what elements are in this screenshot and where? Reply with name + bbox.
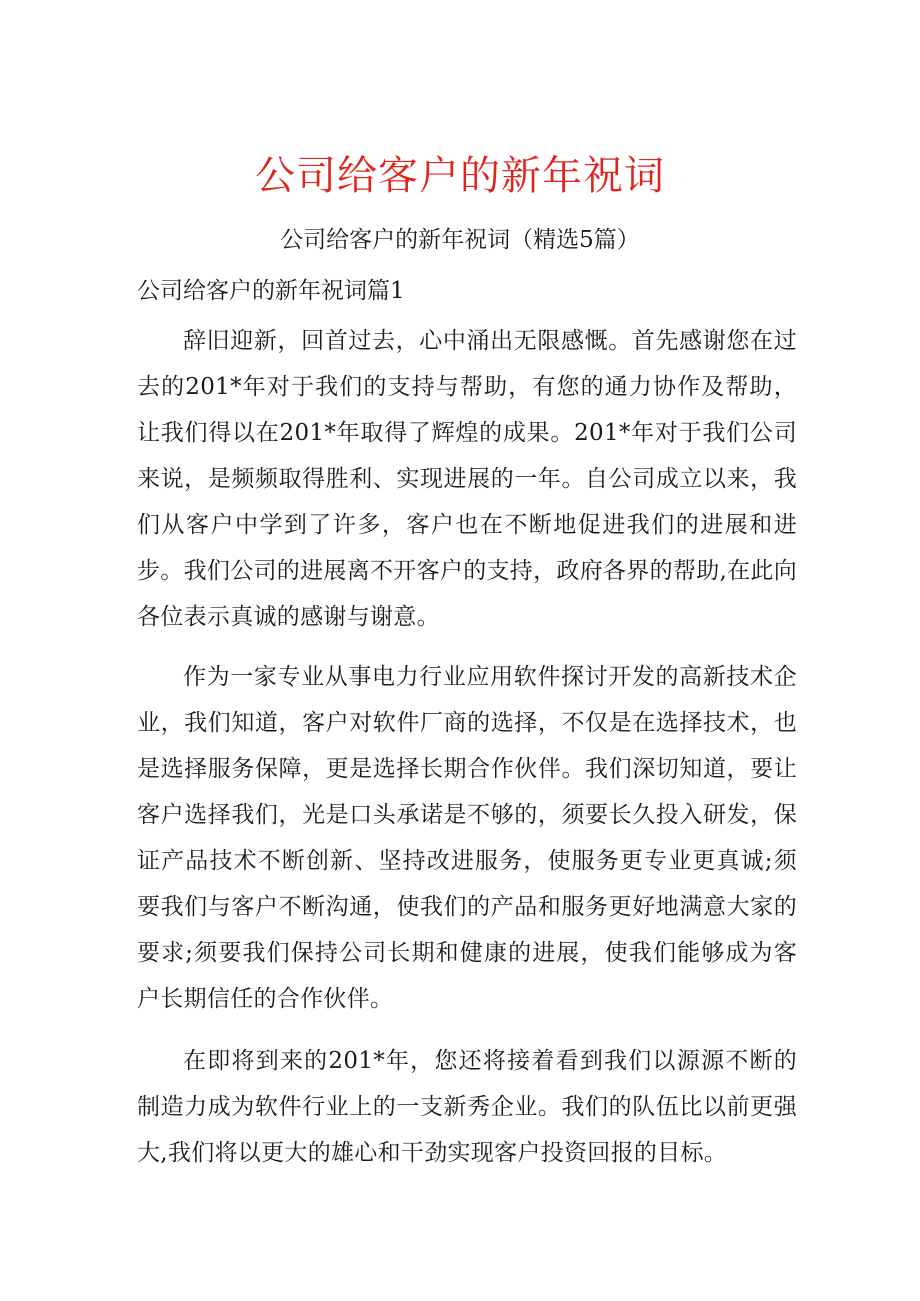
paragraph-1-container — [137, 318, 797, 640]
document-subtitle: 公司给客户的新年祝词（精选5篇） — [280, 227, 640, 253]
paragraph: 作为一家专业从事电力行业应用软件探讨开发的高新技术企业，我们知道，客户对软件厂商的选择，不仅是在选择技术，也是选择服务保障，更是选择长期合作伙伴。我们深切知道，要让客户选择我们，光是口头承诺是不够的，须要长久投入研发，保证产品技术不断创新、坚持改进服务，使服务更专业更真诚;须要我们与客户不断沟通，使我们的产品和服务更好地满意大家的要求;须要我们保持公司长期和健康的进展，使我们能够成为客户长期信任的合作伙伴。 — [137, 664, 797, 1012]
paragraph: 在即将到来的201*年，您还将接着看到我们以源源不断的制造力成为软件行业上的一支新秀企业。我们的队伍比以前更强大,我们将以更大的雄心和干劲实现客户投资回报的目标。 — [137, 1048, 797, 1166]
document-title: 公司给客户的新年祝词 — [255, 153, 665, 199]
paragraph-2-container — [137, 654, 797, 1022]
paragraph-3-container — [137, 1038, 797, 1176]
paragraph: 辞旧迎新，回首过去，心中涌出无限感慨。首先感谢您在过去的201*年对于我们的支持与帮助，有您的通力协作及帮助，让我们得以在201*年取得了辉煌的成果。201*年对于我们公司来说，是频频取得胜利、实现进展的一年。自公司成立以来，我们从客户中学到了许多，客户也在不断地促进我们的进展和进步。我们公司的进展离不开客户的支持，政府各界的帮助,在此向各位表示真诚的感谢与谢意。 — [137, 328, 798, 630]
section-heading: 公司给客户的新年祝词篇1 — [137, 278, 405, 304]
